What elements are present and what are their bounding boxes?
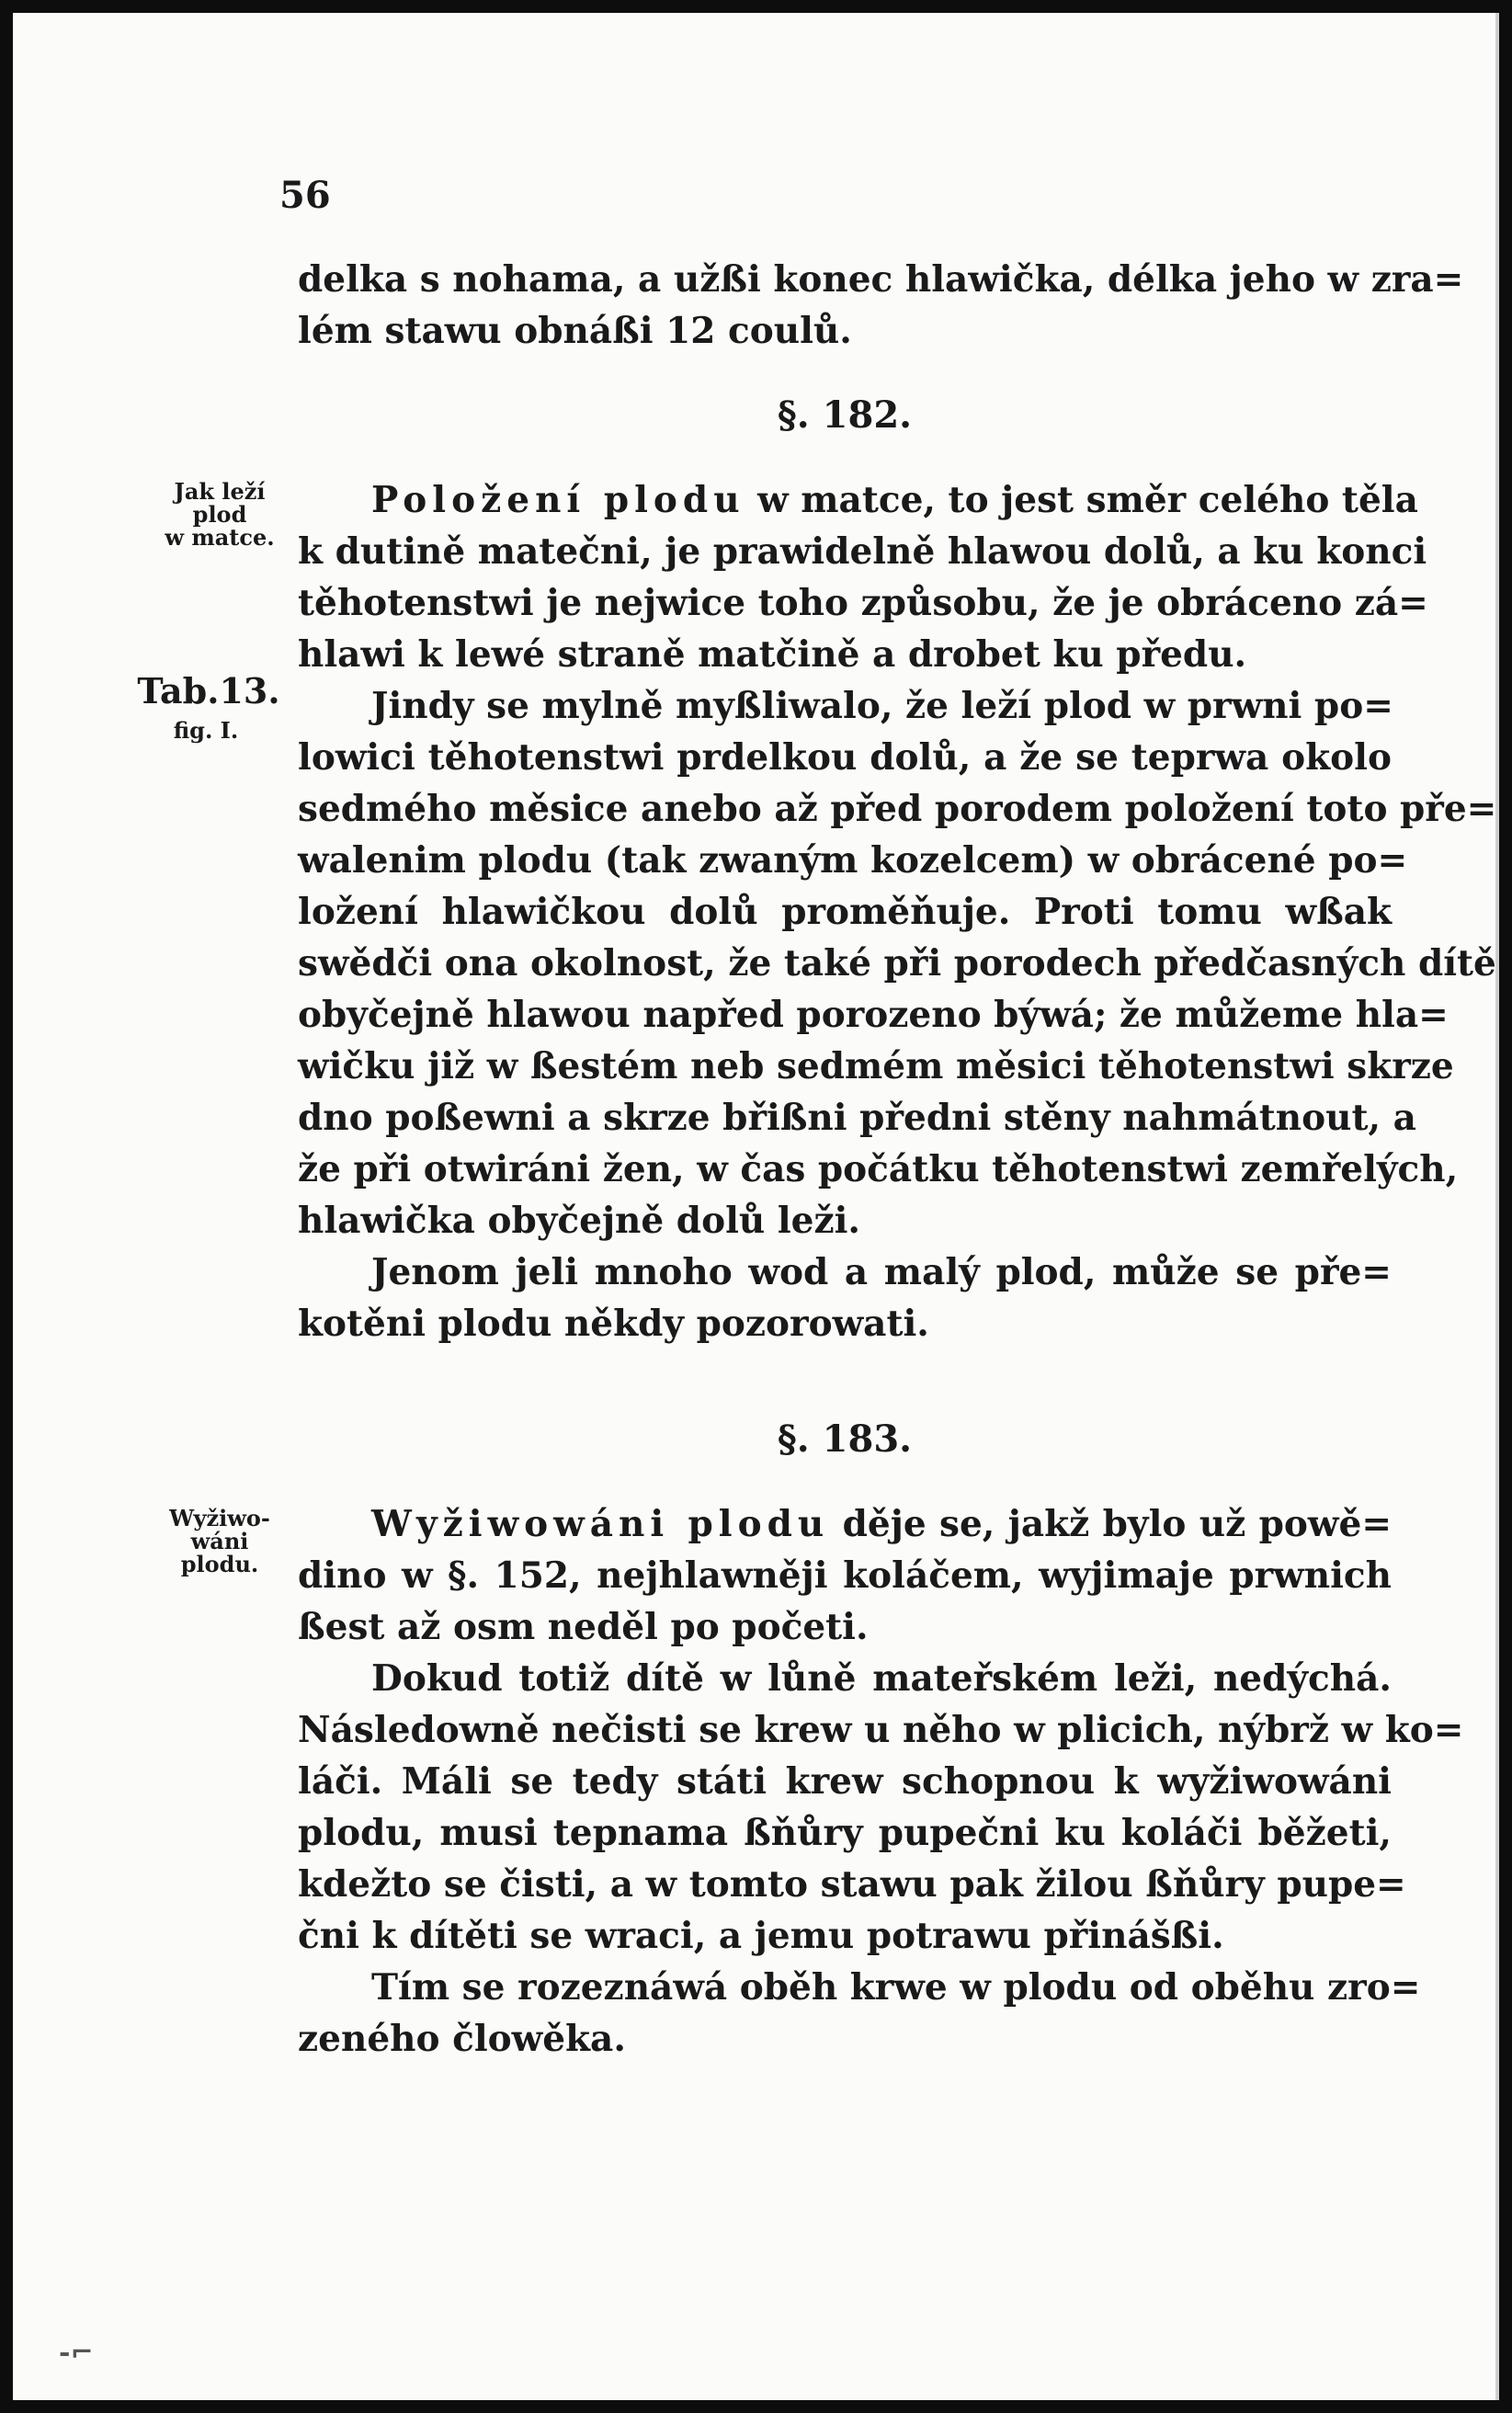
text-line: že při otwiráni žen, w čas počátku těhotenstwi zemřelých,: [298, 1148, 1459, 1190]
page-number: 56: [279, 174, 331, 217]
margin-note-line: plodu.: [180, 1551, 259, 1578]
section-heading-183: §. 183.: [777, 1417, 913, 1461]
margin-note-line: w matce.: [165, 524, 275, 552]
text-span: w matce, to jest směr celého těla: [745, 479, 1418, 521]
margin-note-line: plod: [192, 501, 247, 529]
text-line: [298, 474, 1418, 526]
text-line: plodu, musi tepnama ßňůry pupečni ku koláči běžeti,: [298, 1812, 1392, 1854]
spaced-term: Wyžiwowáni plodu: [371, 1503, 830, 1545]
text-line: čni k dítěti se wraci, a jemu potrawu přinášßi.: [298, 1915, 1224, 1957]
text-line: těhotenstwi je nejwice toho způsobu, že je obráceno zá=: [298, 582, 1428, 624]
text-line: zeného člowěka.: [298, 2018, 626, 2060]
margin-note-nutrition: [151, 1507, 289, 1576]
text-line: [298, 1498, 1392, 1550]
figure-reference: fig. I.: [173, 717, 239, 744]
text-line: kdežto se čisti, a w tomto stawu pak žilou ßňůry pupe=: [298, 1863, 1406, 1906]
margin-note-line: Wyžiwo-: [169, 1505, 270, 1531]
margin-note-line: wáni: [190, 1528, 249, 1555]
text-line: kotěni plodu někdy pozorowati.: [298, 1303, 929, 1345]
text-line: delka s nohama, a užßi konec hlawička, délka jeho w zra=: [298, 258, 1464, 301]
text-line: ložení hlawičkou dolů proměňuje. Proti tomu wßak: [298, 891, 1392, 933]
text-line: wičku již w ßestém neb sedmém měsici těhotenstwi skrze: [298, 1045, 1454, 1087]
corner-mark: -⌐: [59, 2337, 94, 2369]
section-heading-182: §. 182.: [777, 393, 913, 437]
text-line: hlawička obyčejně dolů leži.: [298, 1200, 861, 1242]
text-line: hlawi k lewé straně matčině a drobet ku předu.: [298, 633, 1247, 676]
text-line: ßest až osm neděl po početi.: [298, 1606, 869, 1648]
text-line: Tím se rozeznáwá oběh krwe w plodu od oběhu zro=: [371, 1966, 1421, 2009]
text-line: lowici těhotenstwi prdelkou dolů, a že se teprwa okolo: [298, 736, 1392, 779]
text-line: sedmého měsice anebo až před porodem položení toto pře=: [298, 788, 1497, 830]
text-line: dno poßewni a skrze břißni předni stěny nahmátnout, a: [298, 1097, 1416, 1139]
text-line: k dutině matečni, je prawidelně hlawou dolů, a ku konci: [298, 530, 1427, 573]
plate-reference: Tab.13.: [137, 670, 280, 711]
book-page: [13, 13, 1499, 2400]
text-span: děje se, jakž bylo už powě=: [829, 1503, 1392, 1545]
text-line: swědči ona okolnost, že také při porodech předčasných dítě: [298, 942, 1496, 985]
text-line: walenim plodu (tak zwaným kozelcem) w obrácené po=: [298, 839, 1408, 882]
margin-note-line: Jak leží: [174, 478, 266, 505]
text-line: Následowně nečisti se krew u něho w plicich, nýbrž w ko=: [298, 1709, 1464, 1751]
text-line: lém stawu obnáßi 12 coulů.: [298, 310, 852, 352]
text-line: Jindy se mylně myßliwalo, že leží plod w prwni po=: [371, 685, 1393, 727]
text-line: láči. Máli se tedy státi krew schopnou k wyžiwowáni: [298, 1760, 1392, 1803]
spaced-term: Položení plodu: [371, 479, 745, 521]
text-line: dino w §. 152, nejhlawněji koláčem, wyjimaje prwnich: [298, 1554, 1392, 1597]
text-line: Dokud totiž dítě w lůně mateřském leži, nedýchá.: [371, 1657, 1392, 1700]
body-text: [298, 254, 1497, 2065]
text-line: obyčejně hlawou napřed porozeno býwá; že můžeme hla=: [298, 994, 1449, 1036]
text-line: Jenom jeli mnoho wod a malý plod, může se pře=: [371, 1251, 1392, 1293]
margin-note-position: [151, 480, 289, 550]
